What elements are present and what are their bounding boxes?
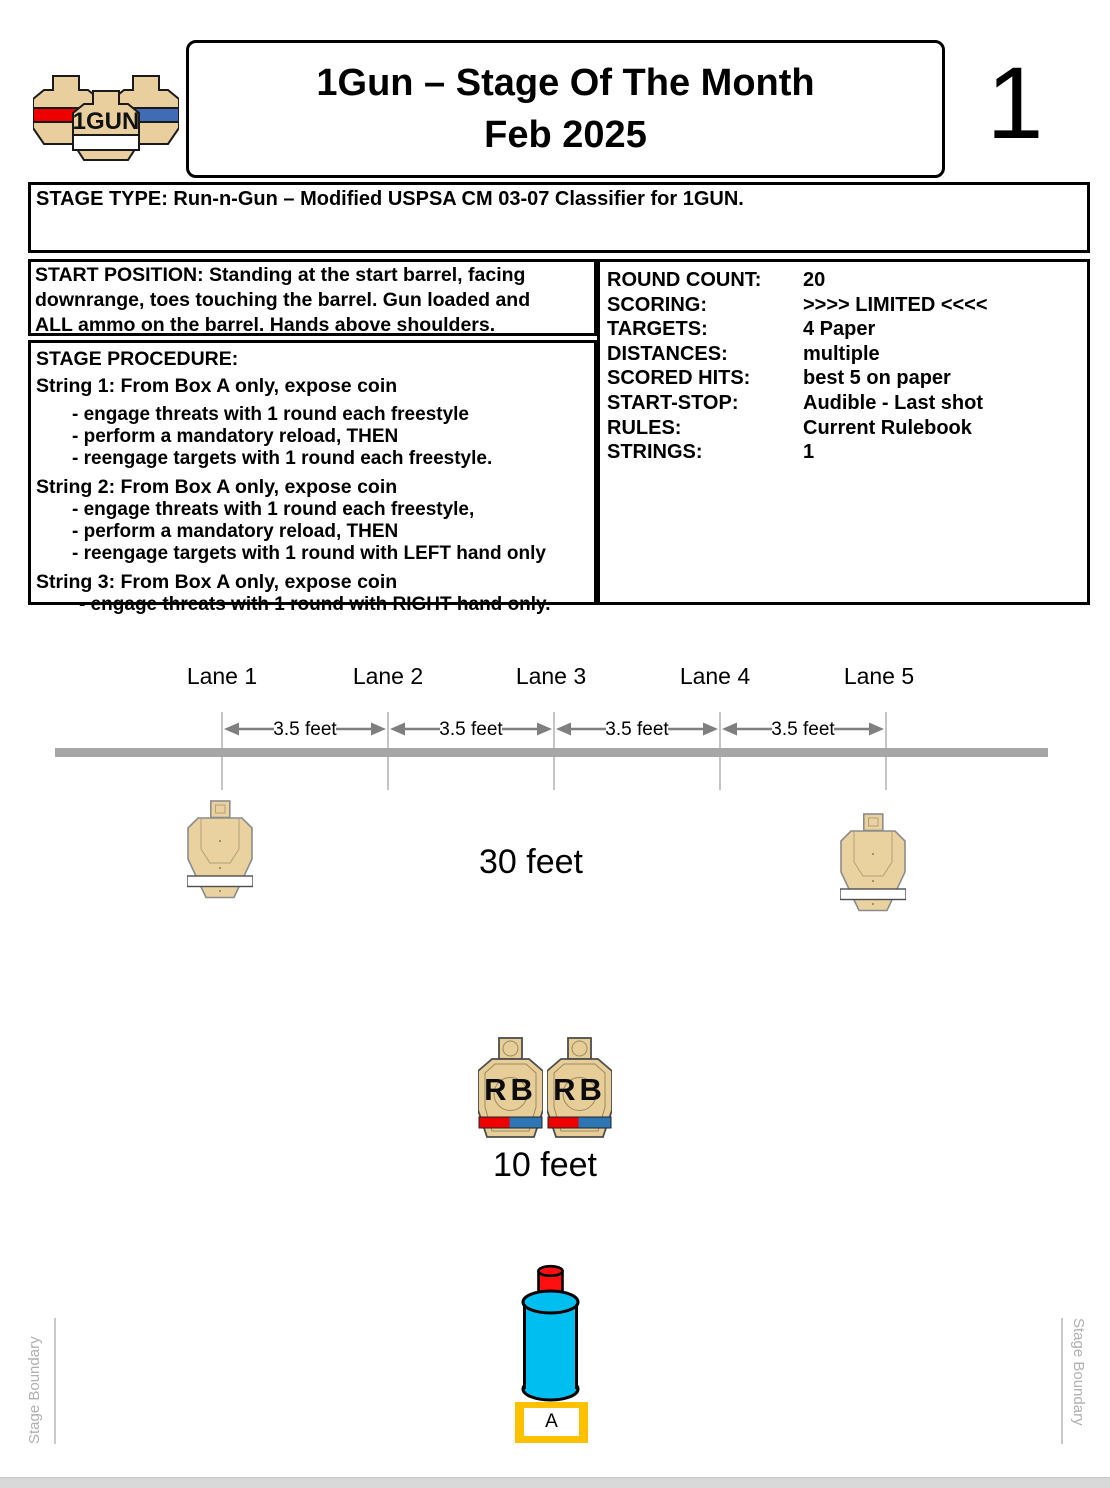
shooting-box-a xyxy=(515,1402,588,1443)
dimension-3-5-feet xyxy=(222,717,388,741)
procedure-bullet: - engage threats with 1 round each freestyle, xyxy=(72,499,475,520)
info-row xyxy=(607,317,1087,342)
dimension-label: 3.5 feet xyxy=(605,719,669,740)
stage-number: 1 xyxy=(986,46,1044,160)
dimension-label: 3.5 feet xyxy=(273,719,337,740)
info-value: 1 xyxy=(803,441,815,464)
info-label: START-STOP: xyxy=(607,391,739,414)
blue-band xyxy=(579,1117,612,1128)
rb-target-label: RB xyxy=(553,1072,606,1107)
procedure-bullet: - reengage targets with 1 round each freestyle. xyxy=(72,448,493,469)
1gun-logo xyxy=(33,53,179,177)
string-2-heading: String 2: From Box A only, expose coin xyxy=(36,476,398,498)
info-label: SCORED HITS: xyxy=(607,367,751,390)
start-position-line: downrange, toes touching the barrel. Gun loaded and xyxy=(35,289,531,311)
info-row xyxy=(607,366,1087,391)
idpa-target-rb-left xyxy=(478,1037,543,1143)
arrow-right-icon xyxy=(537,723,552,736)
lane-2-label: Lane 2 xyxy=(352,663,424,689)
firing-line-bar xyxy=(55,748,1048,757)
info-label: SCORING: xyxy=(607,293,707,316)
info-label: TARGETS: xyxy=(607,318,708,341)
dimension-label: 3.5 feet xyxy=(771,719,835,740)
stage-info-box xyxy=(597,259,1090,605)
rb-target-label: RB xyxy=(484,1072,537,1107)
logo-text: 1GUN xyxy=(72,108,140,135)
procedure-bullet: - engage threats with 1 round with RIGHT hand only. xyxy=(79,594,551,615)
arrow-right-icon xyxy=(703,723,718,736)
info-value: 20 xyxy=(803,269,826,291)
info-value: Audible - Last shot xyxy=(803,391,983,414)
red-band xyxy=(479,1117,510,1128)
info-value: 4 Paper xyxy=(803,318,876,341)
stage-boundary-label-right: Stage Boundary xyxy=(1070,1318,1087,1426)
uspsa-target-lane1 xyxy=(187,800,253,908)
info-label: STRINGS: xyxy=(607,441,703,464)
stage-type-text: STAGE TYPE: Run-n-Gun – Modified USPSA CM 03-07 Classifier for 1GUN. xyxy=(36,188,744,210)
info-value: >>>> LIMITED <<<< xyxy=(803,293,988,316)
procedure-bullet: - engage threats with 1 round each freestyle xyxy=(72,404,469,425)
info-value: Current Rulebook xyxy=(803,416,972,439)
string-3-heading: String 3: From Box A only, expose coin xyxy=(36,571,398,593)
arrow-right-icon xyxy=(371,723,386,736)
stage-procedure-box xyxy=(28,340,597,615)
lane-5-label: Lane 5 xyxy=(843,663,915,689)
stage-boundary-line-left xyxy=(54,1318,56,1444)
idpa-target-rb-right xyxy=(547,1037,612,1143)
info-row xyxy=(607,268,1087,293)
procedure-title: STAGE PROCEDURE: xyxy=(36,348,239,370)
stage-boundary-line-right xyxy=(1061,1318,1063,1444)
dimension-3-5-feet xyxy=(720,717,886,741)
info-row xyxy=(607,293,1087,318)
info-row xyxy=(607,440,1087,465)
dimension-label: 3.5 feet xyxy=(439,719,503,740)
start-position-box xyxy=(28,259,597,336)
dimension-3-5-feet xyxy=(554,717,720,741)
lane-1-label: Lane 1 xyxy=(186,663,258,689)
info-value: best 5 on paper xyxy=(803,367,951,390)
page-subtitle: Feb 2025 xyxy=(484,114,647,156)
stage-boundary-label-left: Stage Boundary xyxy=(26,1336,43,1444)
info-label: RULES: xyxy=(607,416,682,439)
page-title: 1Gun – Stage Of The Month xyxy=(316,61,815,104)
lane-3-label: Lane 3 xyxy=(515,663,587,689)
distance-10-feet: 10 feet xyxy=(493,1146,597,1184)
string-1-heading: String 1: From Box A only, expose coin xyxy=(36,375,398,397)
info-label: DISTANCES: xyxy=(607,342,728,365)
stage-type-box xyxy=(28,182,1090,253)
barrel-icon xyxy=(513,1261,588,1406)
procedure-bullet: - perform a mandatory reload, THEN xyxy=(72,426,399,447)
white-band xyxy=(840,889,906,900)
box-a-label: A xyxy=(524,1408,579,1436)
red-band xyxy=(548,1117,579,1128)
arrow-right-icon xyxy=(869,723,884,736)
info-row xyxy=(607,416,1087,441)
info-row xyxy=(607,342,1087,367)
dimension-3-5-feet xyxy=(388,717,554,741)
lane-4-label: Lane 4 xyxy=(679,663,751,689)
start-barrel xyxy=(513,1261,588,1411)
logo-targets-icon xyxy=(33,53,179,177)
procedure-bullet: - perform a mandatory reload, THEN xyxy=(72,521,399,542)
info-value: multiple xyxy=(803,342,880,365)
info-label: ROUND COUNT: xyxy=(607,269,762,291)
distance-30-feet: 30 feet xyxy=(479,843,583,881)
white-band xyxy=(187,876,253,887)
procedure-bullet: - reengage targets with 1 round with LEFT hand only xyxy=(72,543,546,564)
info-row xyxy=(607,391,1087,416)
blue-band xyxy=(510,1117,543,1128)
page-bottom-strip xyxy=(0,1477,1110,1488)
title-box xyxy=(186,40,945,178)
uspsa-target-lane5 xyxy=(840,813,906,921)
start-position-line: ALL ammo on the barrel. Hands above shoulders. xyxy=(35,314,496,336)
start-position-line: START POSITION: Standing at the start barrel, facing xyxy=(35,264,526,286)
